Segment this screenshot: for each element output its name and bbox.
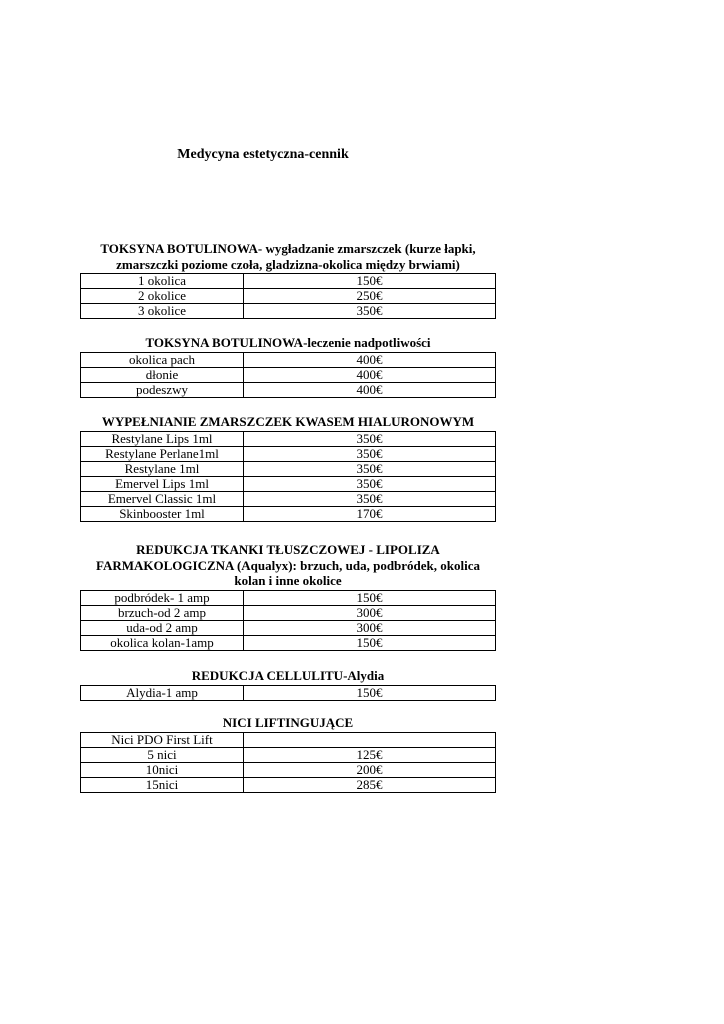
table-row bbox=[81, 304, 496, 319]
service-price: 350€ bbox=[244, 304, 496, 319]
service-price: 150€ bbox=[244, 274, 496, 289]
section-lipolysis bbox=[80, 542, 496, 651]
table-row bbox=[81, 289, 496, 304]
section-title bbox=[80, 668, 496, 684]
section-title-line: REDUKCJA TKANKI TŁUSZCZOWEJ - LIPOLIZA bbox=[136, 542, 440, 557]
service-name: Skinbooster 1ml bbox=[81, 506, 244, 521]
service-name: Emervel Classic 1ml bbox=[81, 491, 244, 506]
service-price: 300€ bbox=[244, 620, 496, 635]
service-name: podbródek- 1 amp bbox=[81, 590, 244, 605]
table-row bbox=[81, 431, 496, 446]
service-price: 400€ bbox=[244, 382, 496, 397]
service-price: 200€ bbox=[244, 762, 496, 777]
service-name: 2 okolice bbox=[81, 289, 244, 304]
service-price: 150€ bbox=[244, 685, 496, 700]
table-row bbox=[81, 635, 496, 650]
section-title-line: NICI LIFTINGUJĄCE bbox=[222, 715, 354, 730]
section-title-line: REDUKCJA CELLULITU-Alydia bbox=[191, 668, 385, 683]
table-row bbox=[81, 747, 496, 762]
service-price: 300€ bbox=[244, 605, 496, 620]
table-row bbox=[81, 620, 496, 635]
service-name: dłonie bbox=[81, 367, 244, 382]
service-price: 285€ bbox=[244, 777, 496, 792]
service-price: 150€ bbox=[244, 635, 496, 650]
service-name: podeszwy bbox=[81, 382, 244, 397]
table-row bbox=[81, 446, 496, 461]
service-name: 3 okolice bbox=[81, 304, 244, 319]
section-title-line: zmarszczki poziome czoła, gladzizna-okolica między brwiami) bbox=[116, 256, 460, 272]
section-title-line: kolan i inne okolice bbox=[234, 573, 342, 588]
service-name: Emervel Lips 1ml bbox=[81, 476, 244, 491]
price-table bbox=[80, 273, 496, 319]
service-name: brzuch-od 2 amp bbox=[81, 605, 244, 620]
service-price: 170€ bbox=[244, 506, 496, 521]
service-name: Restylane Perlane1ml bbox=[81, 446, 244, 461]
price-table bbox=[80, 732, 496, 793]
table-row bbox=[81, 476, 496, 491]
section-title bbox=[80, 241, 496, 272]
table-row bbox=[81, 274, 496, 289]
table-row bbox=[81, 491, 496, 506]
price-table bbox=[80, 431, 496, 522]
section-title-line: TOKSYNA BOTULINOWA- wygładzanie zmarszczek (kurze łapki, bbox=[100, 241, 476, 256]
service-name: okolica kolan-1amp bbox=[81, 635, 244, 650]
table-row bbox=[81, 685, 496, 700]
section-title bbox=[80, 414, 496, 430]
section-cellulite bbox=[80, 668, 496, 701]
table-row bbox=[81, 590, 496, 605]
service-name: Restylane Lips 1ml bbox=[81, 431, 244, 446]
service-price: 400€ bbox=[244, 367, 496, 382]
section-title bbox=[80, 542, 496, 589]
section-lifting-threads bbox=[80, 715, 496, 793]
service-name: Restylane 1ml bbox=[81, 461, 244, 476]
table-row bbox=[81, 382, 496, 397]
section-title-line: TOKSYNA BOTULINOWA-leczenie nadpotliwości bbox=[145, 335, 431, 350]
price-table bbox=[80, 590, 496, 651]
service-price: 350€ bbox=[244, 461, 496, 476]
table-row bbox=[81, 762, 496, 777]
service-price: 350€ bbox=[244, 476, 496, 491]
service-price: 350€ bbox=[244, 431, 496, 446]
section-hyaluronic-fillers bbox=[80, 414, 496, 522]
service-price: 250€ bbox=[244, 289, 496, 304]
page-title: Medycyna estetyczna-cennik bbox=[177, 147, 349, 162]
table-row bbox=[81, 461, 496, 476]
service-name: 5 nici bbox=[81, 747, 244, 762]
table-row bbox=[81, 367, 496, 382]
section-title bbox=[80, 335, 496, 351]
service-name: okolica pach bbox=[81, 352, 244, 367]
service-name: Alydia-1 amp bbox=[81, 685, 244, 700]
service-price: 400€ bbox=[244, 352, 496, 367]
table-row bbox=[81, 352, 496, 367]
table-row bbox=[81, 605, 496, 620]
table-row bbox=[81, 732, 496, 747]
service-price bbox=[244, 732, 496, 747]
price-table bbox=[80, 352, 496, 398]
service-price: 350€ bbox=[244, 491, 496, 506]
service-name: 10nici bbox=[81, 762, 244, 777]
price-table bbox=[80, 685, 496, 701]
section-title bbox=[80, 715, 496, 731]
service-name: 15nici bbox=[81, 777, 244, 792]
service-price: 350€ bbox=[244, 446, 496, 461]
service-name: 1 okolica bbox=[81, 274, 244, 289]
section-title-line: WYPEŁNIANIE ZMARSZCZEK KWASEM HIALURONOWYM bbox=[101, 414, 475, 429]
section-botox-wrinkles bbox=[80, 241, 496, 319]
service-name: uda-od 2 amp bbox=[81, 620, 244, 635]
section-title-line: FARMAKOLOGICZNA (Aqualyx): brzuch, uda, podbródek, okolica bbox=[95, 557, 481, 573]
section-botox-sweating bbox=[80, 335, 496, 398]
table-row bbox=[81, 777, 496, 792]
service-price: 125€ bbox=[244, 747, 496, 762]
table-row bbox=[81, 506, 496, 521]
service-name: Nici PDO First Lift bbox=[81, 732, 244, 747]
service-price: 150€ bbox=[244, 590, 496, 605]
